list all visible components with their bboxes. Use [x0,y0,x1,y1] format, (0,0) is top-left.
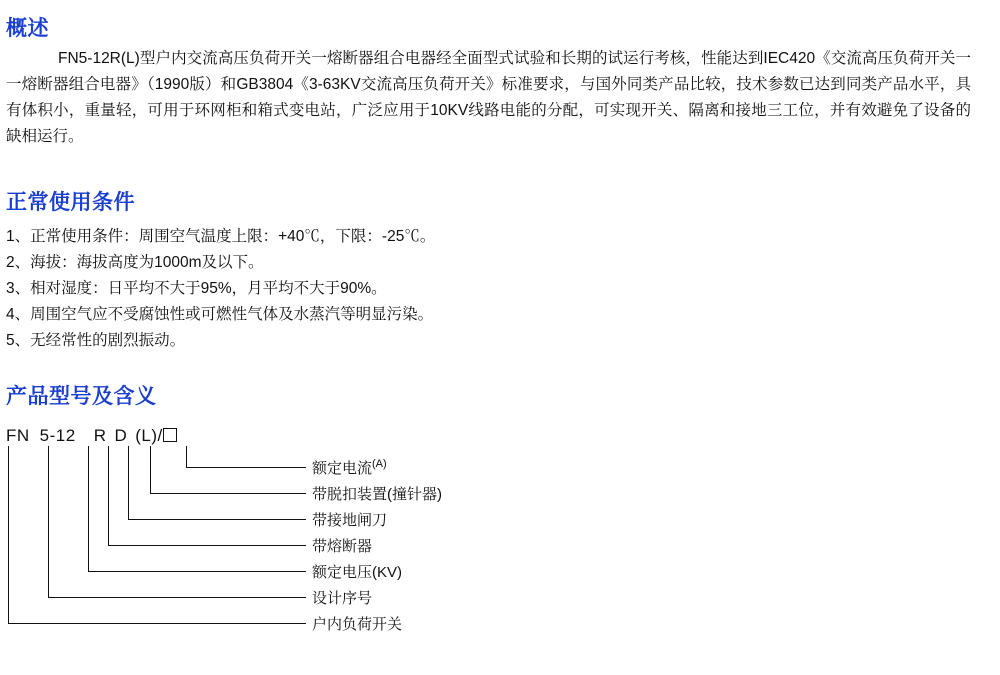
label-rated-voltage: 额定电压(KV) [312,564,403,581]
label-trip-device: 带脱扣装置(撞针器) [312,486,442,503]
code-part-d: D [114,426,128,445]
label-rated-current-text: 额定电流 [312,460,373,477]
section-title-conditions: 正常使用条件 [6,191,135,214]
leader-hline-earth [128,519,306,520]
label-indoor-load-switch: 户内负荷开关 [312,616,403,633]
leader-vline-design [48,446,49,597]
label-rated-current [312,457,387,478]
leader-hline-current [186,467,306,468]
leader-vline-fuse [108,446,109,545]
code-part-fn: FN [6,426,30,445]
leader-hline-trip [150,493,306,494]
condition-item-5: 5、无经常性的剧烈振动。 [6,332,186,349]
label-rated-current-unit: (A) [372,458,387,470]
model-code-row [6,426,177,446]
section-title-model: 产品型号及含义 [6,385,157,408]
leader-hline-indoor [8,623,306,624]
label-with-fuse: 带熔断器 [312,538,373,555]
model-code-diagram [0,420,1000,650]
code-part-l: (L)/ [135,426,163,445]
leader-vline-current [186,446,187,467]
label-earthing-switch: 带接地闸刀 [312,512,388,529]
label-design-serial: 设计序号 [312,590,373,607]
leader-hline-design [48,597,306,598]
leader-vline-indoor [8,446,9,623]
section-title-overview: 概述 [6,17,49,40]
leader-vline-trip [150,446,151,493]
condition-item-2: 2、海拔：海拔高度为1000m及以下。 [6,254,264,271]
code-part-5-12: 5-12 [39,426,76,445]
leader-hline-voltage [88,571,306,572]
condition-item-4: 4、周围空气应不受腐蚀性或可燃性气体及水蒸汽等明显污染。 [6,306,434,323]
leader-vline-voltage [88,446,89,571]
overview-text: FN5-12R(L)型户内交流高压负荷开关一熔断器组合电器经全面型式试验和长期的试运行考核，性能达到IEC420《交流高压负荷开关一一熔断器组合电器》（1990版）和GB3804《3-63KV交流高压负荷开关》标准要求，与国外同类产品比较，技术参数已达到同类产品水平，具有体积小，重量轻，可用于环网柜和箱式变电站，广泛应用于10KV线路电能的分配，可实现开关、隔离和接地三工位，并有效避免了设备的缺相运行。 [6,50,971,145]
leader-hline-fuse [108,545,306,546]
condition-item-1: 1、正常使用条件：周围空气温度上限：+40℃，下限：-25℃。 [6,228,436,245]
condition-item-3: 3、相对湿度：日平均不大于95%，月平均不大于90%。 [6,280,387,297]
overview-paragraph [6,46,971,150]
code-part-square-box [163,428,177,442]
code-part-r: R [93,426,107,445]
leader-vline-earth [128,446,129,519]
